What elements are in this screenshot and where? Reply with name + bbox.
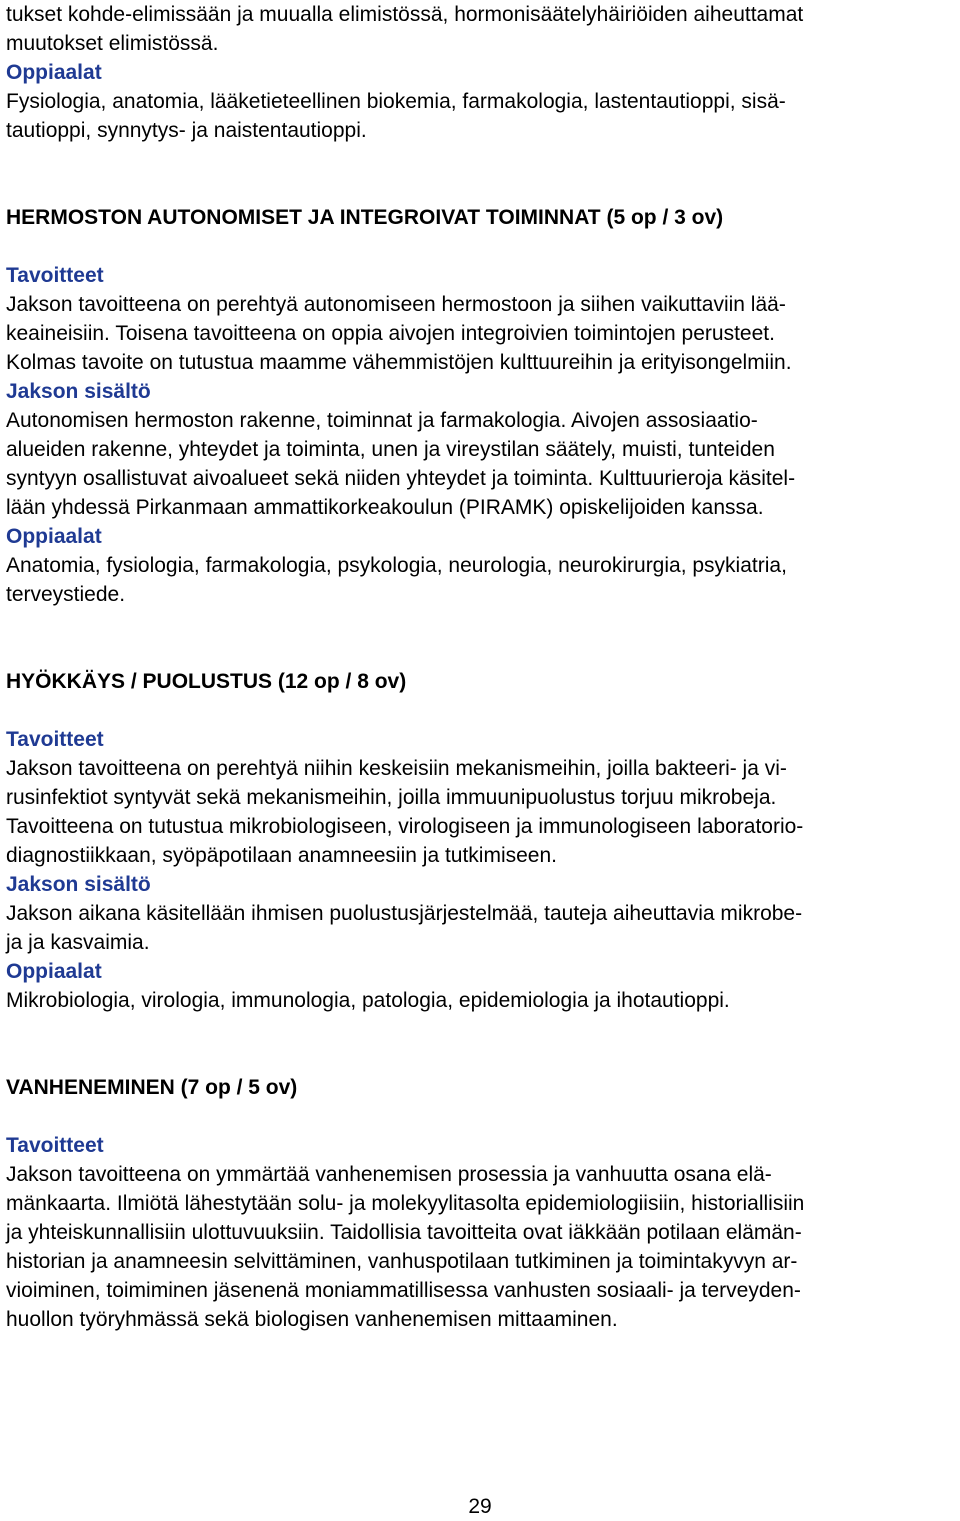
subheading-tavoitteet: Tavoitteet [6, 728, 104, 751]
subheading-sisalto: Jakson sisältö [6, 380, 151, 403]
text-line: ja ja kasvaimia. [6, 931, 150, 954]
text-line: tautioppi, synnytys- ja naistentautioppi. [6, 119, 367, 142]
text-line: Jakson tavoitteena on ymmärtää vanhenemisen prosessia ja vanhuutta osana elä- [6, 1163, 772, 1186]
text-line: Mikrobiologia, virologia, immunologia, patologia, epidemiologia ja ihotautioppi. [6, 989, 730, 1012]
text-line: Jakson tavoitteena on perehtyä niihin keskeisiin mekanismeihin, joilla bakteeri- ja vi- [6, 757, 787, 780]
text-line: mänkaarta. Ilmiötä lähestytään solu- ja molekyylitasolta epidemiologiisiin, historiallisiin [6, 1192, 805, 1215]
page-number: 29 [468, 1495, 492, 1518]
text-line: ja yhteiskunnallisiin ulottuvuuksiin. Taidollisia tavoitteita ovat iäkkään potilaan elämän- [6, 1221, 802, 1244]
subheading-tavoitteet: Tavoitteet [6, 264, 104, 287]
tavoitteet-paragraph [6, 754, 956, 870]
text-line: Tavoitteena on tutustua mikrobiologiseen, virologiseen ja immunologiseen laboratorio- [6, 815, 804, 838]
text-line: Autonomisen hermoston rakenne, toiminnat ja farmakologia. Aivojen assosiaatio- [6, 409, 758, 432]
text-line: keaineisiin. Toisena tavoitteena on oppia aivojen integroivien toimintojen perusteet. [6, 322, 775, 345]
oppiaalat-paragraph [6, 551, 956, 609]
text-line: terveystiede. [6, 583, 126, 606]
text-line: vioiminen, toimiminen jäsenenä moniammatillisessa vanhusten sosiaali- ja terveyden- [6, 1279, 801, 1302]
subheading-oppiaalat: Oppiaalat [6, 525, 102, 548]
tavoitteet-paragraph [6, 290, 956, 377]
text-line: rusinfektiot syntyvät sekä mekanismeihin, joilla immuunipuolustus torjuu mikrobeja. [6, 786, 777, 809]
section-title: HERMOSTON AUTONOMISET JA INTEGROIVAT TOIMINNAT (5 op / 3 ov) [6, 206, 724, 229]
text-line: muutokset elimistössä. [6, 32, 219, 55]
text-line: Anatomia, fysiologia, farmakologia, psykologia, neurologia, neurokirurgia, psykiatria, [6, 554, 787, 577]
text-line: historian ja anamneesin selvittäminen, vanhuspotilaan tutkiminen ja toimintakyvyn ar- [6, 1250, 798, 1273]
subheading-sisalto: Jakson sisältö [6, 873, 151, 896]
subheading-tavoitteet: Tavoitteet [6, 1134, 104, 1157]
text-line: Jakson tavoitteena on perehtyä autonomiseen hermostoon ja siihen vaikuttaviin lää- [6, 293, 786, 316]
text-line: Kolmas tavoite on tutustua maamme vähemmistöjen kulttuureihin ja erityisongelmiin. [6, 351, 792, 374]
text-line: tukset kohde-elimissään ja muualla elimistössä, hormonisäätelyhäiriöiden aiheuttamat [6, 3, 804, 26]
text-line: syntyyn osallistuvat aivoalueet sekä niiden yhteydet ja toiminta. Kulttuurieroja käsitel- [6, 467, 796, 490]
text-line: diagnostiikkaan, syöpäpotilaan anamneesiin ja tutkimiseen. [6, 844, 558, 867]
text-line: alueiden rakenne, yhteydet ja toiminta, unen ja vireystilan säätely, muisti, tunteiden [6, 438, 775, 461]
sisalto-paragraph [6, 406, 956, 522]
sisalto-paragraph [6, 899, 956, 957]
tavoitteet-paragraph [6, 1160, 956, 1334]
subheading-oppiaalat: Oppiaalat [6, 960, 102, 983]
oppiaalat-paragraph [6, 87, 956, 145]
document-page [6, 0, 956, 1334]
text-line: Jakson aikana käsitellään ihmisen puolustusjärjestelmää, tauteja aiheuttavia mikrobe- [6, 902, 803, 925]
subheading-oppiaalat: Oppiaalat [6, 61, 102, 84]
text-line: huollon työryhmässä sekä biologisen vanhenemisen mittaaminen. [6, 1308, 618, 1331]
oppiaalat-paragraph [6, 986, 956, 1015]
section-title: HYÖKKÄYS / PUOLUSTUS (12 op / 8 ov) [6, 670, 407, 693]
text-line: lään yhdessä Pirkanmaan ammattikorkeakoulun (PIRAMK) opiskelijoiden kanssa. [6, 496, 764, 519]
section-title: VANHENEMINEN (7 op / 5 ov) [6, 1076, 298, 1099]
intro-paragraph [6, 0, 956, 58]
text-line: Fysiologia, anatomia, lääketieteellinen biokemia, farmakologia, lastentautioppi, sisä- [6, 90, 786, 113]
